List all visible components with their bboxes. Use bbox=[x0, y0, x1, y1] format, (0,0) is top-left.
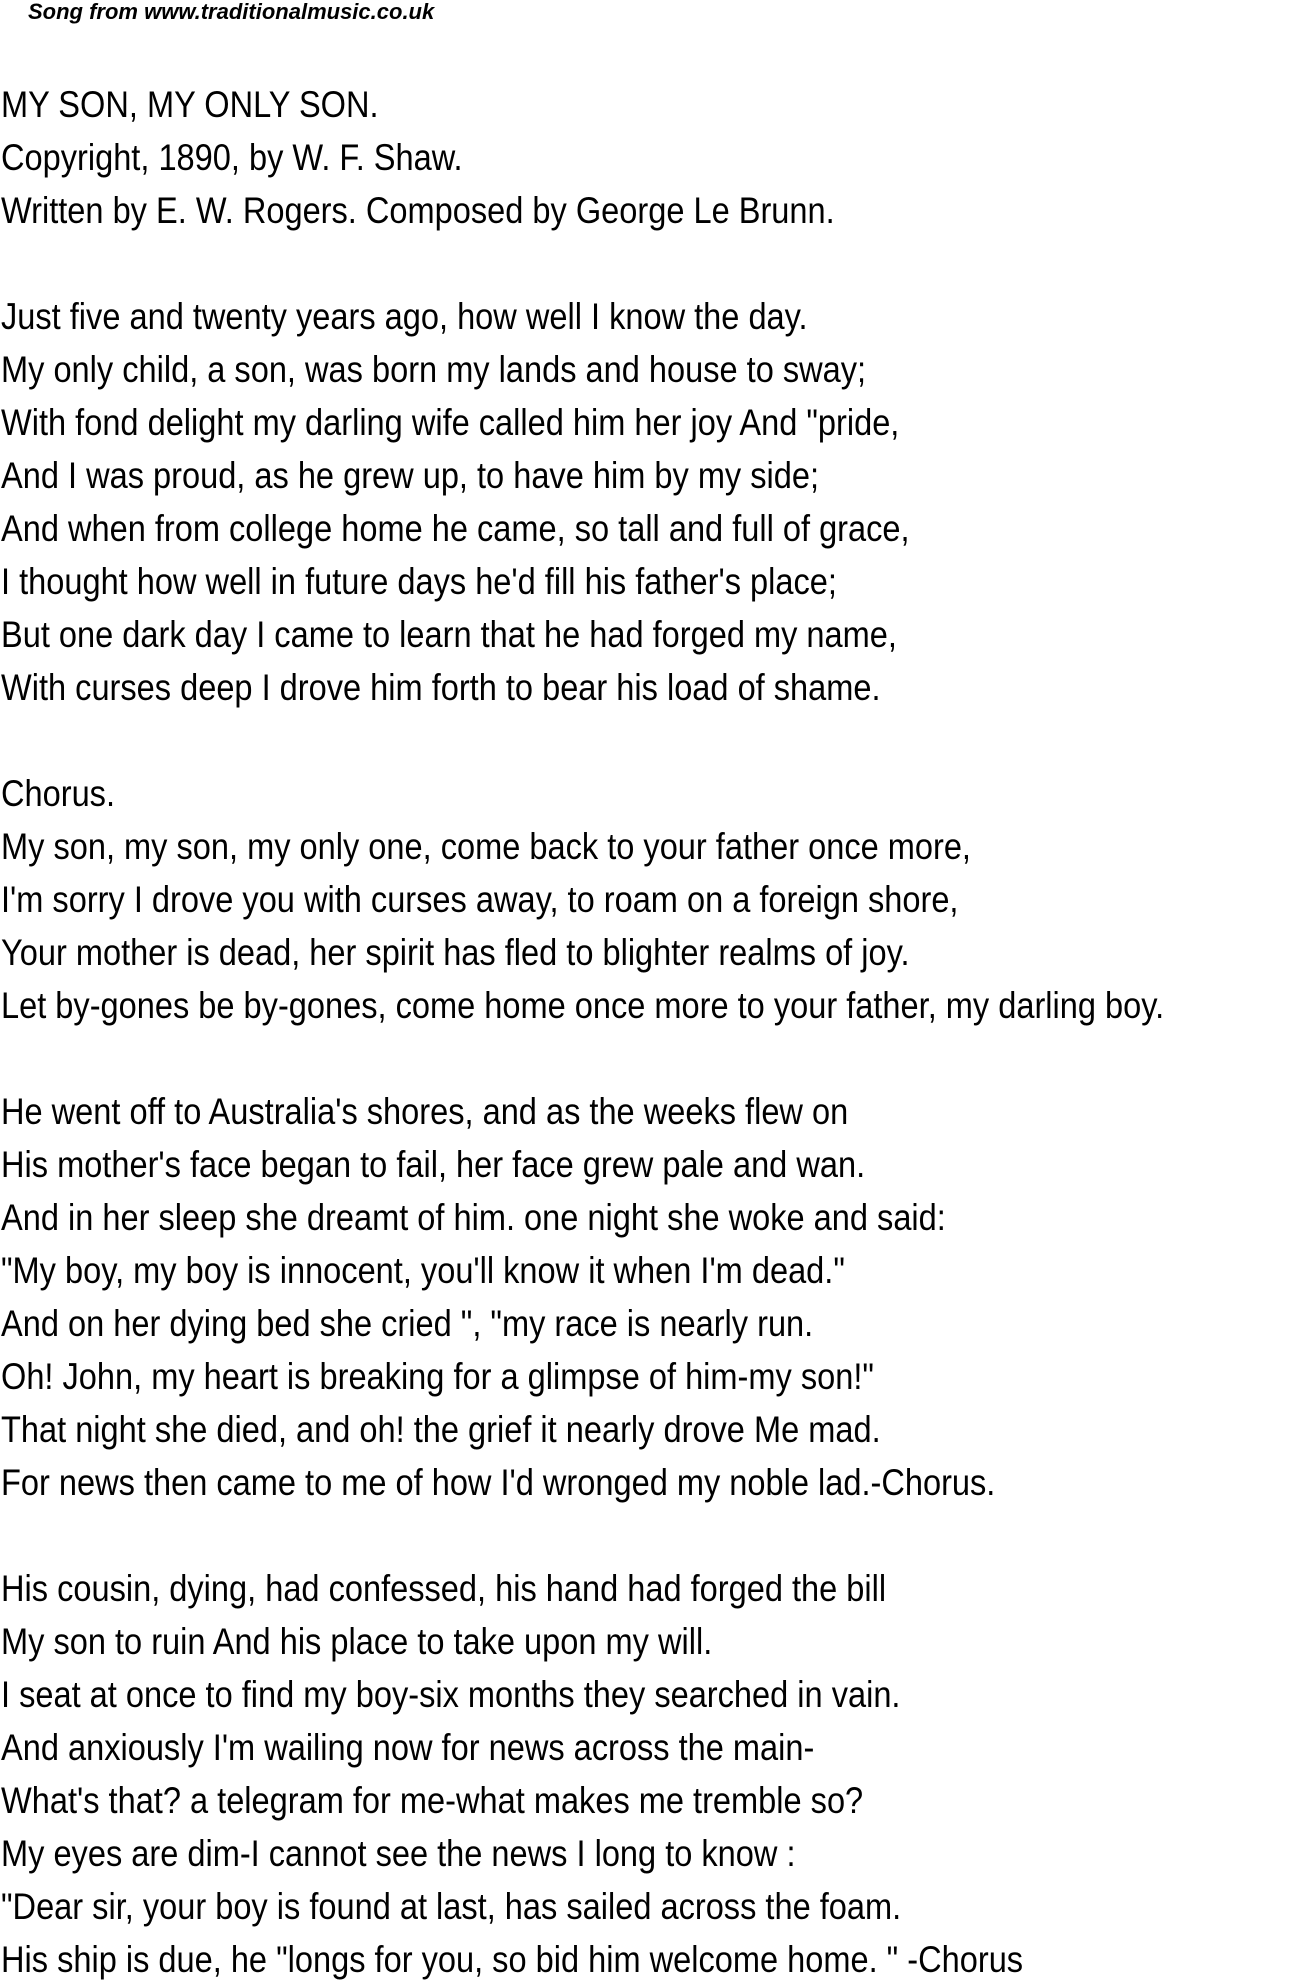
stanza-gap bbox=[1, 714, 1295, 767]
verse-line: His mother's face began to fail, her face grew pale and wan. bbox=[1, 1144, 866, 1185]
verse-3 bbox=[1, 1562, 1295, 1986]
verse-line: But one dark day I came to learn that he had forged my name, bbox=[1, 614, 897, 655]
chorus-label: Chorus. bbox=[1, 773, 116, 814]
chorus-line: Your mother is dead, her spirit has fled to blighter realms of joy. bbox=[1, 932, 910, 973]
verse-line: My eyes are dim-I cannot see the news I long to know : bbox=[1, 1833, 796, 1874]
verse-line: And I was proud, as he grew up, to have him by my side; bbox=[1, 455, 820, 496]
verse-line: He went off to Australia's shores, and as the weeks flew on bbox=[1, 1091, 849, 1132]
credits-line: Written by E. W. Rogers. Composed by George Le Brunn. bbox=[1, 190, 835, 231]
verse-line: "My boy, my boy is innocent, you'll know it when I'm dead." bbox=[1, 1250, 845, 1291]
verse-line: With fond delight my darling wife called him her joy And "pride, bbox=[1, 402, 900, 443]
verse-2 bbox=[1, 1085, 1295, 1509]
stanza-gap bbox=[1, 1509, 1295, 1562]
verse-line: And anxiously I'm wailing now for news across the main- bbox=[1, 1727, 815, 1768]
verse-line: His ship is due, he "longs for you, so bid him welcome home. " -Chorus bbox=[1, 1939, 1024, 1980]
verse-line: His cousin, dying, had confessed, his hand had forged the bill bbox=[1, 1568, 887, 1609]
verse-line: What's that? a telegram for me-what makes me tremble so? bbox=[1, 1780, 864, 1821]
verse-line: My son to ruin And his place to take upon my will. bbox=[1, 1621, 713, 1662]
verse-line: "Dear sir, your boy is found at last, has sailed across the foam. bbox=[1, 1886, 902, 1927]
song-text bbox=[1, 78, 1295, 1986]
song-title: MY SON, MY ONLY SON. bbox=[1, 84, 379, 125]
stanza-gap bbox=[1, 237, 1295, 290]
verse-line: That night she died, and oh! the grief it nearly drove Me mad. bbox=[1, 1409, 881, 1450]
verse-line: My only child, a son, was born my lands and house to sway; bbox=[1, 349, 867, 390]
verse-line: Just five and twenty years ago, how well I know the day. bbox=[1, 296, 808, 337]
copyright-line: Copyright, 1890, by W. F. Shaw. bbox=[1, 137, 463, 178]
verse-1 bbox=[1, 290, 1295, 714]
verse-line: Oh! John, my heart is breaking for a glimpse of him-my son!" bbox=[1, 1356, 874, 1397]
verse-line: For news then came to me of how I'd wronged my noble lad.-Chorus. bbox=[1, 1462, 996, 1503]
chorus-line: Let by-gones be by-gones, come home once more to your father, my darling boy. bbox=[1, 985, 1165, 1026]
verse-line: And in her sleep she dreamt of him. one night she woke and said: bbox=[1, 1197, 946, 1238]
chorus-line: I'm sorry I drove you with curses away, to roam on a foreign shore, bbox=[1, 879, 959, 920]
verse-line: With curses deep I drove him forth to bear his load of shame. bbox=[1, 667, 881, 708]
stanza-gap bbox=[1, 1032, 1295, 1085]
verse-line: And on her dying bed she cried ", "my race is nearly run. bbox=[1, 1303, 814, 1344]
verse-line: I thought how well in future days he'd fill his father's place; bbox=[1, 561, 837, 602]
chorus-line: My son, my son, my only one, come back to your father once more, bbox=[1, 826, 971, 867]
verse-line: I seat at once to find my boy-six months they searched in vain. bbox=[1, 1674, 901, 1715]
source-credit: Song from www.traditionalmusic.co.uk bbox=[28, 0, 435, 24]
chorus bbox=[1, 767, 1295, 1032]
verse-line: And when from college home he came, so tall and full of grace, bbox=[1, 508, 910, 549]
